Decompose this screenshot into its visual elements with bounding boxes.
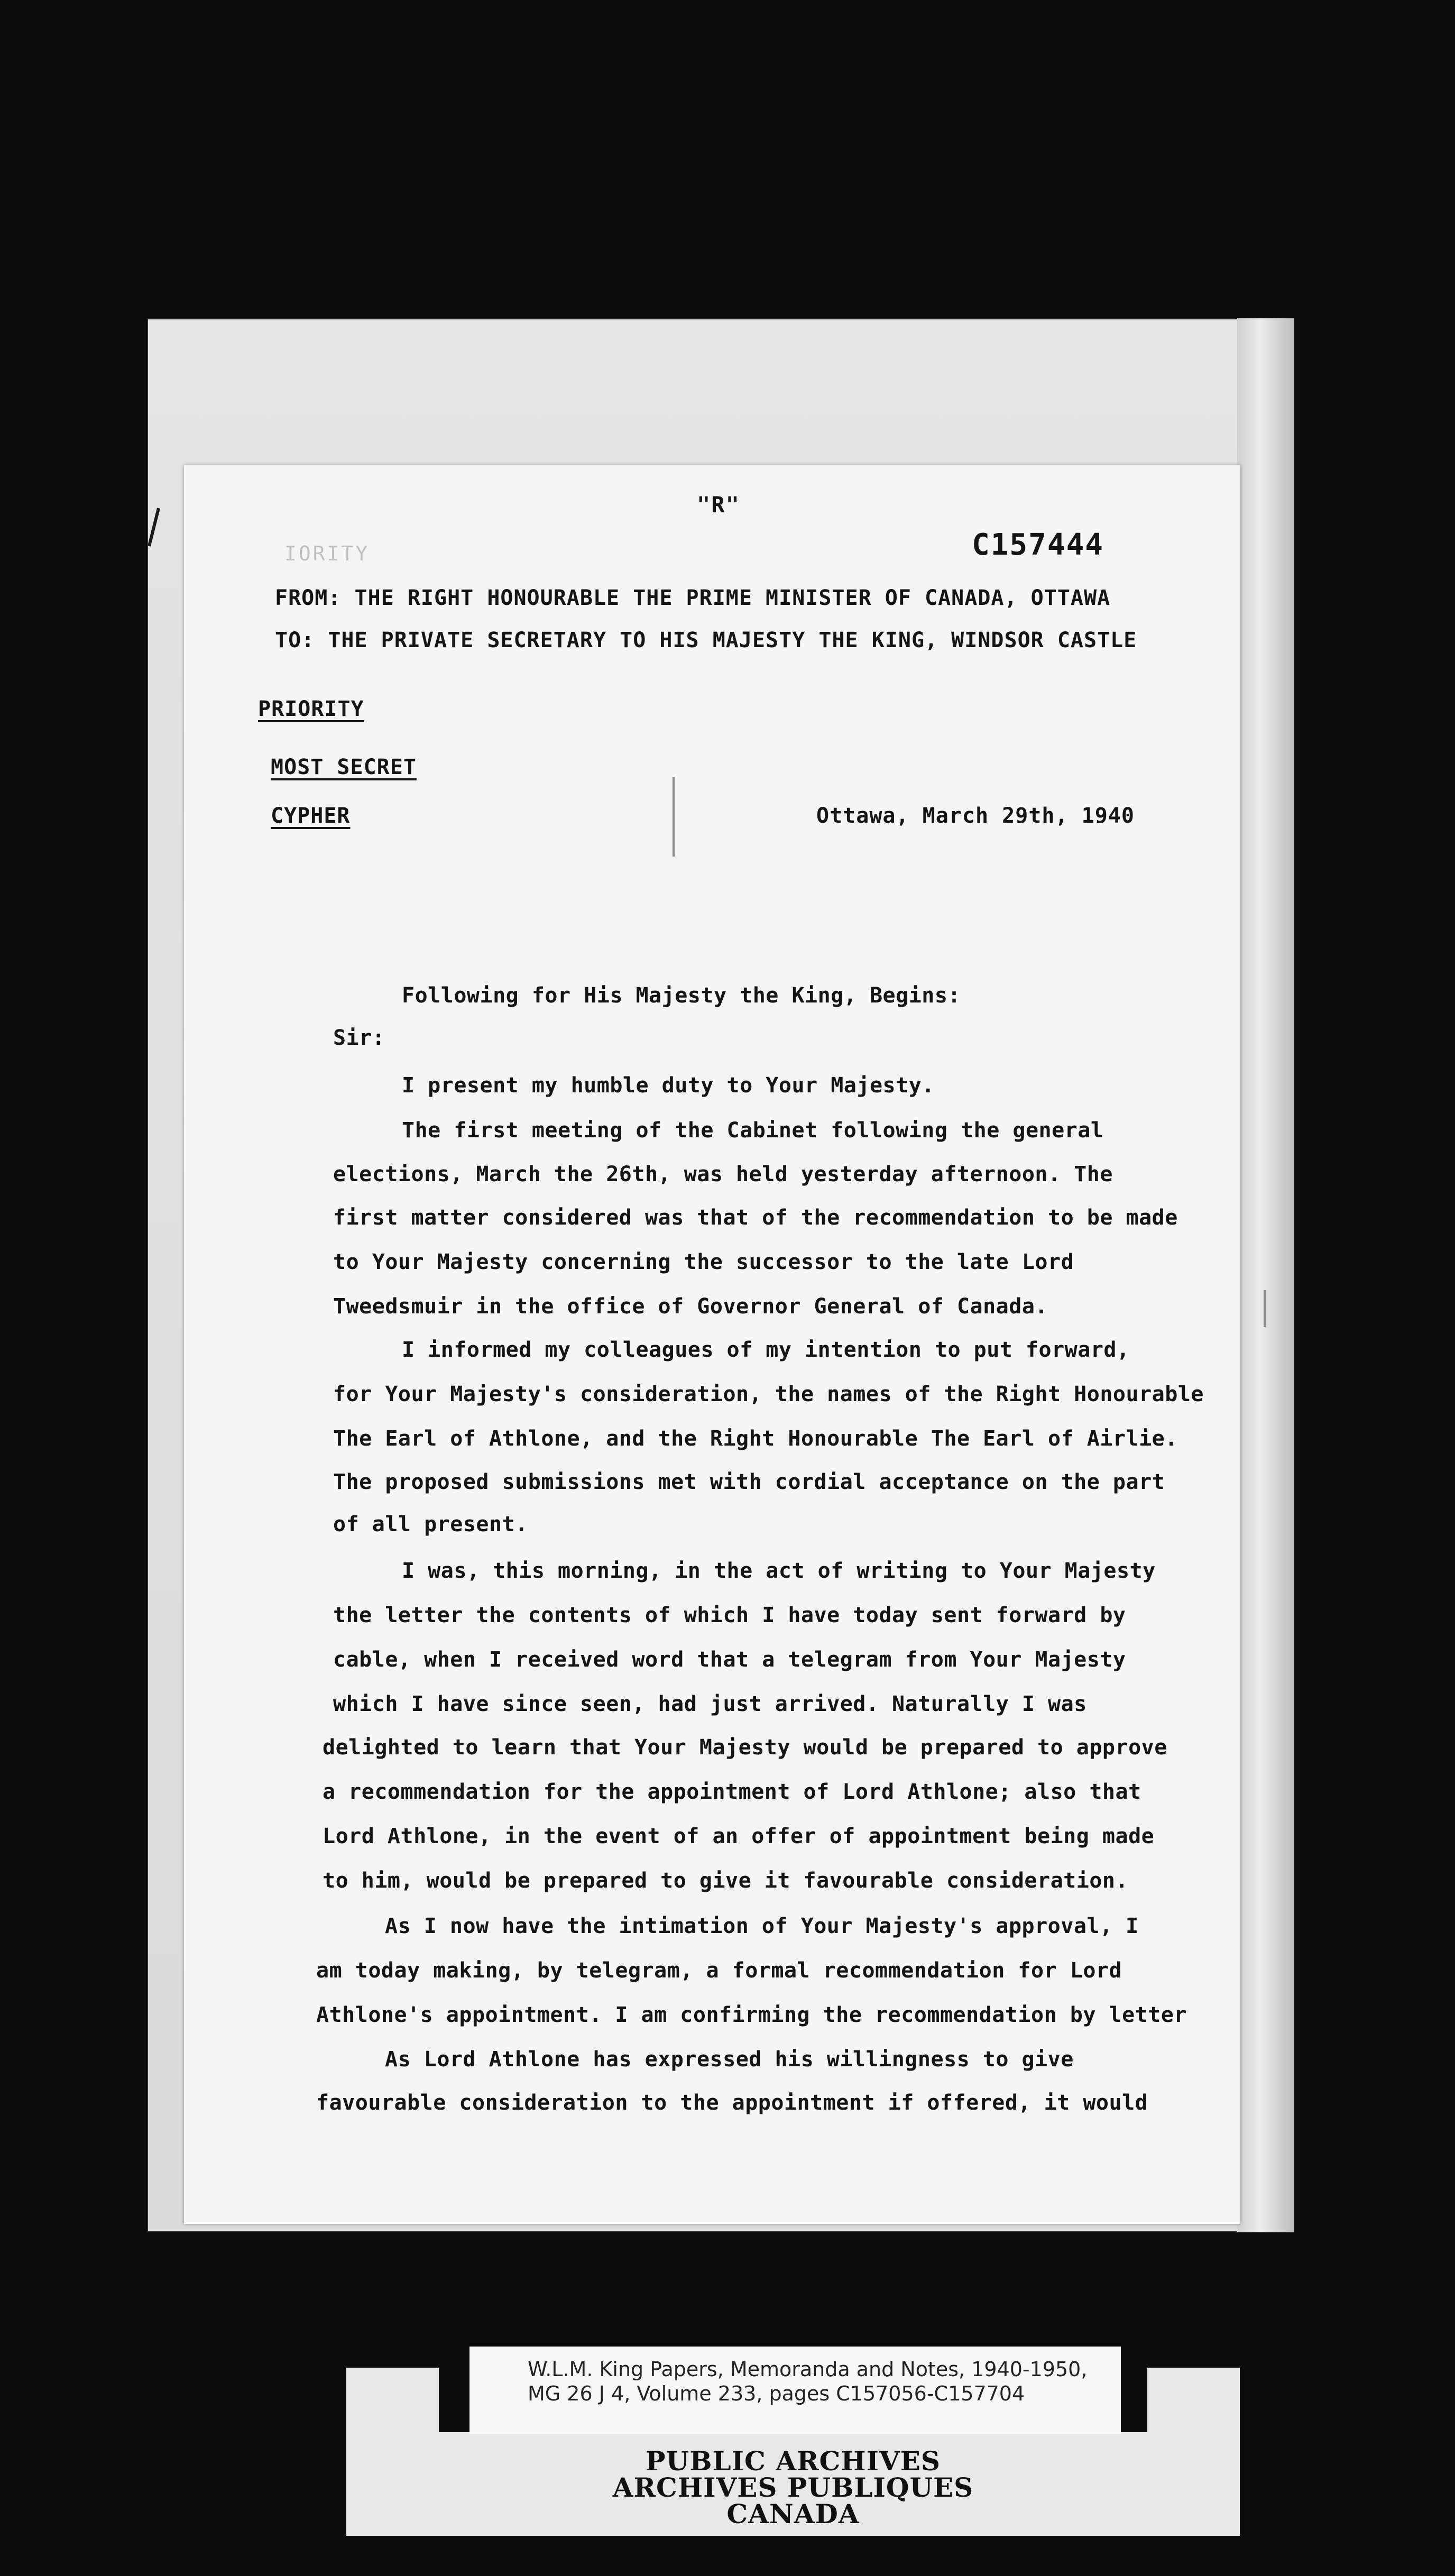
body-line: am today making, by telegram, a formal recommendation for Lord — [316, 1958, 1122, 1983]
body-line: elections, March the 26th, was held yesterday afternoon. The — [333, 1162, 1113, 1186]
body-line: of all present. — [333, 1512, 528, 1537]
body-line: first matter considered was that of the recommendation to be made — [333, 1206, 1178, 1230]
body-line: Lord Athlone, in the event of an offer of appointment being made — [323, 1824, 1155, 1848]
stamp-line-3: CANADA — [726, 2498, 860, 2529]
body-line: Following for His Majesty the King, Begins: — [402, 983, 961, 1008]
citation-line-1: W.L.M. King Papers, Memoranda and Notes, 1940-1950, — [528, 2358, 1088, 2381]
body-line: The proposed submissions met with cordial acceptance on the part — [333, 1470, 1165, 1494]
faint-priority-label: IORITY — [284, 542, 370, 565]
body-line: which I have since seen, had just arrived. Naturally I was — [333, 1692, 1087, 1716]
body-line: the letter the contents of which I have today sent forward by — [333, 1603, 1126, 1627]
classification-mark: "R" — [697, 492, 740, 518]
body-line: I present my humble duty to Your Majesty. — [402, 1073, 935, 1098]
body-line: I was, this morning, in the act of writing to Your Majesty — [402, 1559, 1156, 1583]
body-line: Sir: — [333, 1026, 385, 1050]
from-line: FROM: THE RIGHT HONOURABLE THE PRIME MINISTER OF CANADA, OTTAWA — [275, 586, 1111, 610]
body-line: to him, would be prepared to give it favourable consideration. — [323, 1869, 1129, 1893]
body-line: The first meeting of the Cabinet following the general — [402, 1118, 1104, 1143]
body-line: to Your Majesty concerning the successor to the late Lord — [333, 1250, 1074, 1274]
backing-sheet-edge — [1237, 318, 1294, 2232]
to-line: TO: THE PRIVATE SECRETARY TO HIS MAJESTY THE KING, WINDSOR CASTLE — [275, 628, 1137, 652]
stamp-line-1: PUBLIC ARCHIVES — [646, 2445, 941, 2477]
body-line: a recommendation for the appointment of Lord Athlone; also that — [323, 1780, 1141, 1804]
stamp-line-2: ARCHIVES PUBLIQUES — [612, 2472, 974, 2503]
date-line: Ottawa, March 29th, 1940 — [816, 804, 1135, 828]
most-secret-heading: MOST SECRET — [271, 755, 417, 779]
body-line: cable, when I received word that a telegram from Your Majesty — [333, 1648, 1126, 1672]
body-line: As Lord Athlone has expressed his willingness to give — [385, 2047, 1074, 2072]
body-line: delighted to learn that Your Majesty would be prepared to approve — [323, 1735, 1167, 1760]
body-line: The Earl of Athlone, and the Right Honourable The Earl of Airlie. — [333, 1427, 1178, 1451]
typed-page — [184, 465, 1240, 2224]
archive-citation-label — [469, 2347, 1121, 2434]
cypher-heading: CYPHER — [271, 804, 351, 828]
body-line: I informed my colleagues of my intention to put forward, — [402, 1338, 1130, 1362]
body-line: for Your Majesty's consideration, the names of the Right Honourable — [333, 1382, 1204, 1406]
vertical-mark — [673, 777, 675, 857]
reference-number: C157444 — [972, 528, 1104, 562]
citation-line-2: MG 26 J 4, Volume 233, pages C157056-C157704 — [528, 2382, 1025, 2405]
body-line: favourable consideration to the appointment if offered, it would — [316, 2091, 1148, 2115]
right-margin-mark — [1264, 1290, 1266, 1327]
body-line: Athlone's appointment. I am confirming the recommendation by letter — [316, 2003, 1187, 2027]
body-line: Tweedsmuir in the office of Governor General of Canada. — [333, 1294, 1048, 1319]
priority-heading: PRIORITY — [258, 697, 364, 721]
archives-stamp — [346, 2445, 1240, 2529]
body-line: As I now have the intimation of Your Majesty's approval, I — [385, 1914, 1139, 1938]
